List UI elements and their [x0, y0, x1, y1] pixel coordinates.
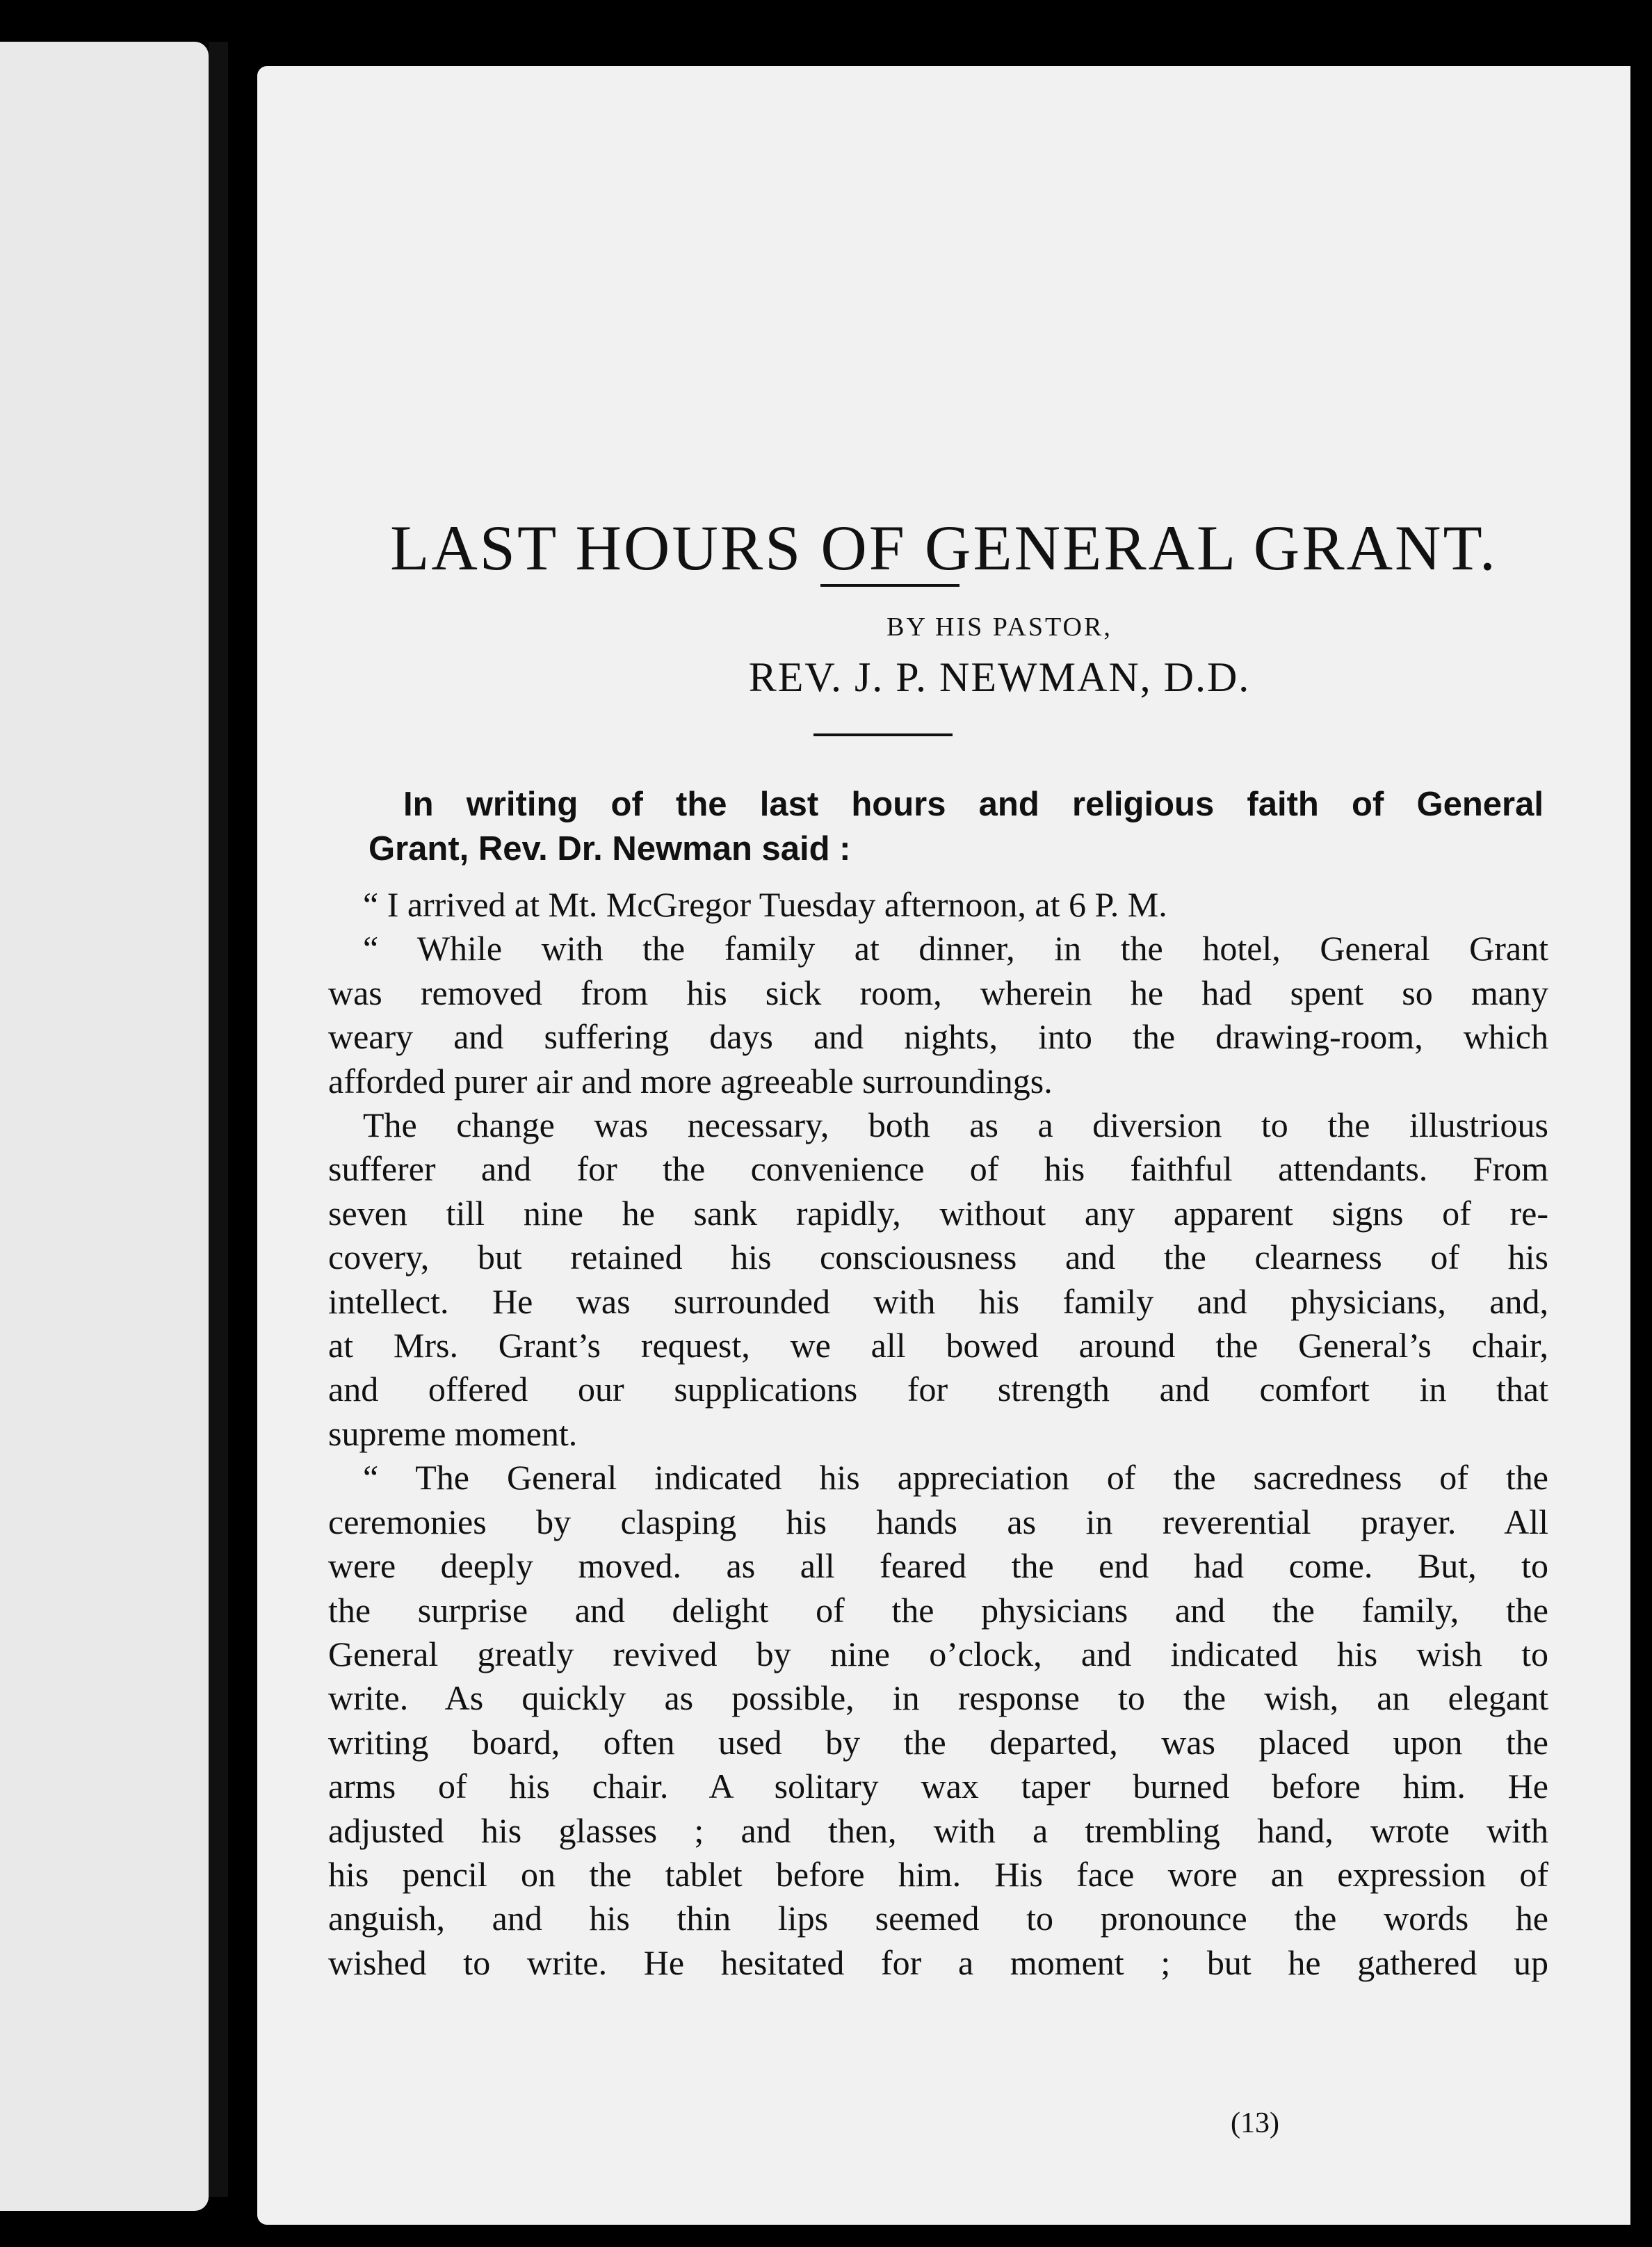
book-page	[257, 66, 1630, 2225]
body-line: intellect. He was surrounded with his family and physicians, and,	[328, 1281, 1548, 1321]
body-line: “ The General indicated his appreciation of the sacredness of the	[363, 1458, 1548, 1498]
facing-page-edge	[0, 42, 209, 2211]
body-line: adjusted his glasses ; and then, with a trembling hand, wrote with	[328, 1810, 1548, 1850]
body-line: “ I arrived at Mt. McGregor Tuesday afternoon, at 6 P. M.	[363, 885, 1167, 924]
body-text	[328, 883, 1548, 1985]
body-line: writing board, often used by the departed, was placed upon the	[328, 1722, 1548, 1762]
body-line: ceremonies by clasping his hands as in reverential prayer. All	[328, 1502, 1548, 1541]
body-line: sufferer and for the convenience of his faithful attendants. From	[328, 1149, 1548, 1189]
body-line: his pencil on the tablet before him. His face wore an expression of	[328, 1854, 1548, 1894]
body-line: covery, but retained his consciousness and the clearness of his	[328, 1238, 1548, 1277]
body-line: and offered our supplications for strength and comfort in that	[328, 1370, 1548, 1409]
body-line: The change was necessary, both as a diversion to the illustrious	[363, 1105, 1548, 1145]
body-line: seven till nine he sank rapidly, without any apparent signs of re-	[328, 1193, 1548, 1233]
title-divider	[820, 584, 959, 587]
page-title: LAST HOURS OF GENERAL GRANT.	[390, 512, 1498, 583]
body-line: General greatly revived by nine o’clock, and indicated his wish to	[328, 1634, 1548, 1673]
body-line: arms of his chair. A solitary wax taper burned before him. He	[328, 1767, 1548, 1806]
author-divider	[813, 733, 953, 736]
body-line: was removed from his sick room, wherein he had spent so many	[328, 973, 1548, 1012]
body-line: wished to write. He hesitated for a moment ; but he gathered up	[328, 1942, 1548, 1982]
lead-line: In writing of the last hours and religious faith of General	[403, 786, 1544, 823]
author-name: REV. J. P. NEWMAN, D.D.	[748, 654, 1251, 700]
body-line: the surprise and delight of the physicians and the family, the	[328, 1590, 1548, 1630]
body-line: supreme moment.	[328, 1413, 578, 1453]
body-line: were deeply moved. as all feared the end had come. But, to	[328, 1546, 1548, 1586]
byline: BY HIS PASTOR,	[886, 613, 1112, 642]
body-line: write. As quickly as possible, in response to the wish, an elegant	[328, 1678, 1548, 1718]
body-line: “ While with the family at dinner, in the hotel, General Grant	[363, 929, 1548, 968]
lead-paragraph	[369, 782, 1544, 871]
body-line: afforded purer air and more agreeable surroundings.	[328, 1061, 1053, 1101]
lead-line: Grant, Rev. Dr. Newman said :	[369, 830, 851, 868]
page-number: (13)	[1231, 2107, 1279, 2139]
body-line: anguish, and his thin lips seemed to pronounce the words he	[328, 1899, 1548, 1938]
body-line: weary and suffering days and nights, into the drawing-room, which	[328, 1017, 1548, 1057]
book-gutter	[209, 42, 228, 2197]
body-line: at Mrs. Grant’s request, we all bowed around the General’s chair,	[328, 1326, 1548, 1365]
